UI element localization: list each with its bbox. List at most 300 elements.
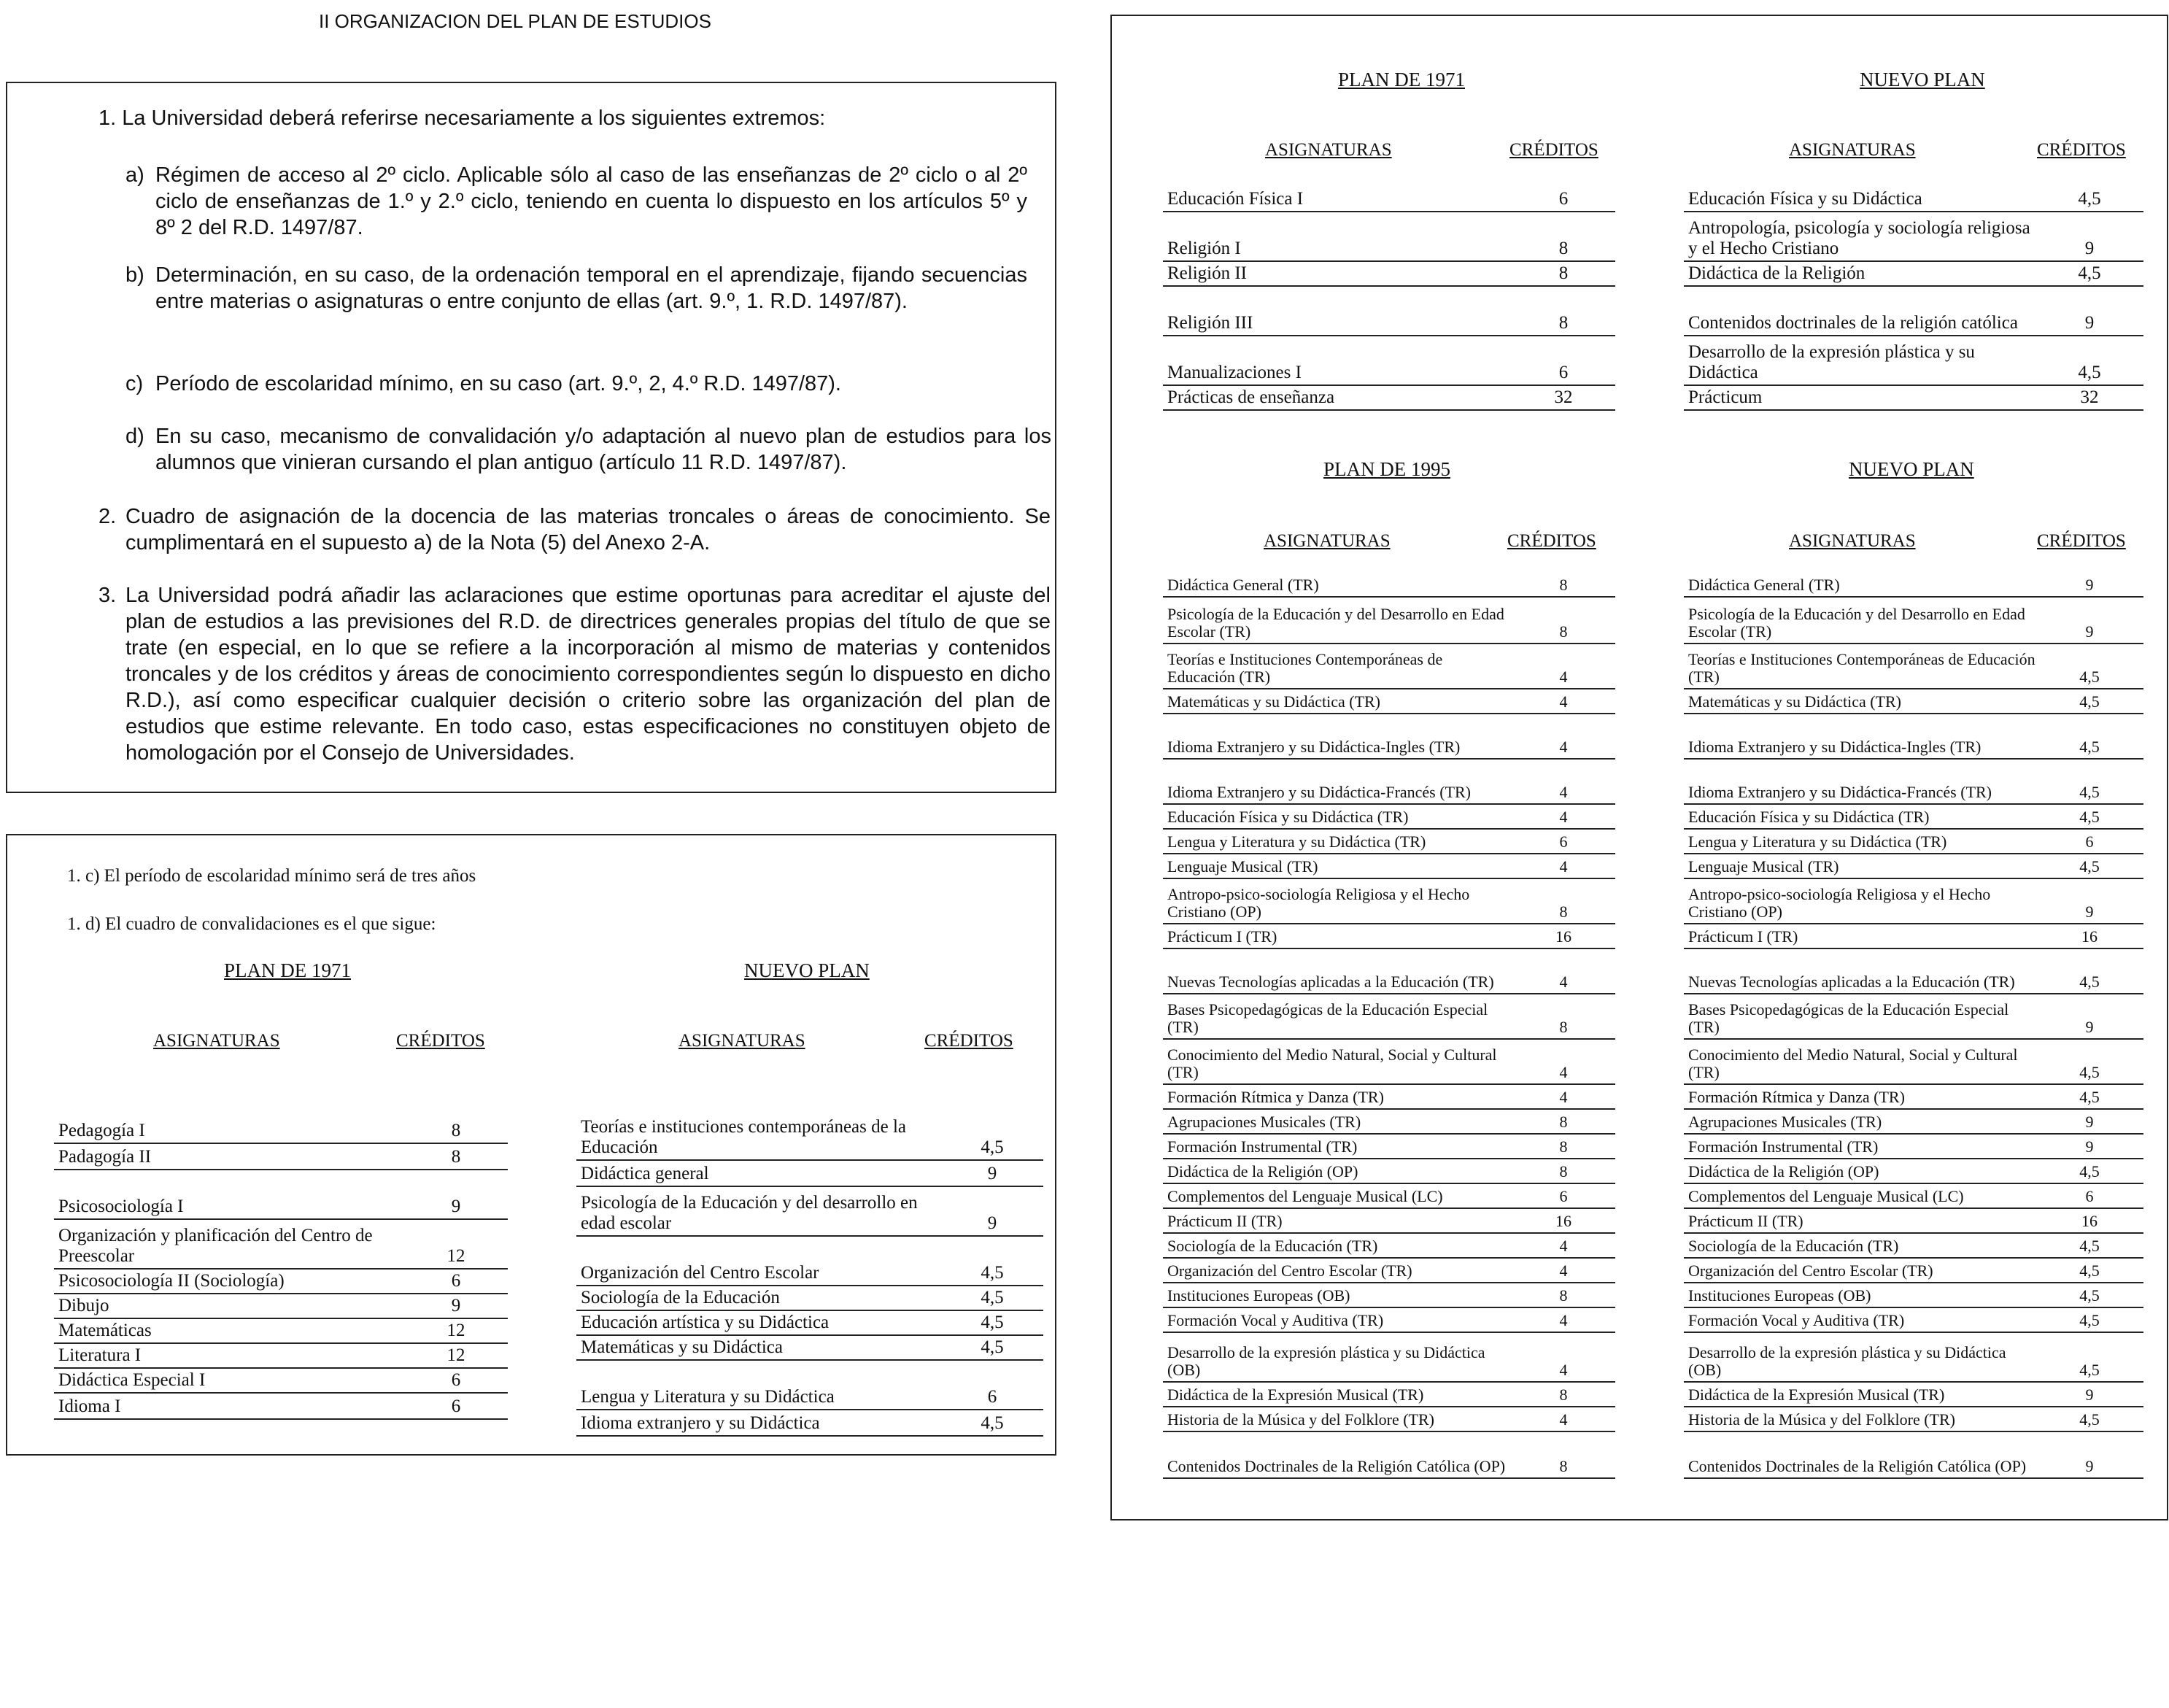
subject-name: Educación Física y su Didáctica (TR) bbox=[1684, 804, 2035, 829]
plan-1971-heading: PLAN DE 1971 bbox=[224, 959, 351, 981]
subject-credits: 4,5 bbox=[2035, 1332, 2143, 1382]
creditos-header: CRÉDITOS bbox=[2037, 531, 2126, 551]
subject-credits: 4,5 bbox=[2035, 1283, 2143, 1307]
table-row bbox=[1684, 1382, 2143, 1407]
table-row bbox=[1684, 572, 2143, 597]
subject-name: Matemáticas y su Didáctica bbox=[576, 1335, 941, 1360]
table-row bbox=[1163, 182, 1615, 212]
table-row bbox=[1163, 689, 1615, 714]
table-row bbox=[1684, 182, 2143, 212]
creditos-header: CRÉDITOS bbox=[1509, 140, 1598, 160]
plan-1995-heading: PLAN DE 1995 bbox=[1323, 458, 1450, 480]
table-row bbox=[1684, 1307, 2143, 1332]
table-row bbox=[1684, 212, 2143, 261]
table-row bbox=[1684, 689, 2143, 714]
subject-credits: 8 bbox=[1512, 572, 1615, 597]
subject-name: Agrupaciones Musicales (TR) bbox=[1684, 1109, 2035, 1134]
subject-name: Organización del Centro Escolar (TR) bbox=[1163, 1258, 1512, 1283]
table-row bbox=[1684, 644, 2143, 689]
response-box bbox=[6, 834, 1056, 1456]
table-row bbox=[1163, 804, 1615, 829]
subject-name: Educación Física y su Didáctica bbox=[1684, 182, 2035, 212]
subject-credits: 6 bbox=[2035, 1183, 2143, 1208]
subject-credits: 32 bbox=[2035, 385, 2143, 410]
table-row bbox=[54, 1219, 508, 1269]
subject-credits: 4,5 bbox=[2035, 1159, 2143, 1183]
table-row bbox=[54, 1294, 508, 1318]
subject-credits: 6 bbox=[1512, 829, 1615, 854]
table-row bbox=[54, 1143, 508, 1170]
requirement-b-text: Determinación, en su caso, de la ordenación temporal en el aprendizaje, fijando secuencias entre materias o asignaturas o entre conjunto de ellas (art. 9.º, 1. R.D. 1497/87). bbox=[155, 263, 1027, 313]
nuevo-plan-table bbox=[1684, 182, 2143, 411]
subject-name: Contenidos doctrinales de la religión católica bbox=[1684, 286, 2035, 336]
right-box bbox=[1110, 15, 2168, 1520]
subject-credits: 16 bbox=[1512, 1208, 1615, 1233]
table-row bbox=[1684, 1084, 2143, 1109]
subject-credits: 4,5 bbox=[2035, 689, 2143, 714]
table-row bbox=[1163, 994, 1615, 1039]
subject-credits bbox=[941, 1073, 1043, 1117]
table-row bbox=[1684, 854, 2143, 878]
subject-credits: 8 bbox=[1512, 878, 1615, 924]
table-row bbox=[1684, 829, 2143, 854]
subject-credits: 4 bbox=[1512, 804, 1615, 829]
subject-credits: 9 bbox=[2035, 1134, 2143, 1159]
subject-credits: 9 bbox=[941, 1160, 1043, 1186]
subject-name: Antropo-psico-sociología Religiosa y el Hecho Cristiano (OP) bbox=[1684, 878, 2035, 924]
subject-name bbox=[576, 1360, 941, 1385]
table-row bbox=[1163, 336, 1615, 385]
subject-name: Lengua y Literatura y su Didáctica bbox=[576, 1385, 941, 1410]
subject-name: Sociología de la Educación (TR) bbox=[1684, 1233, 2035, 1258]
subject-credits: 4 bbox=[1512, 1039, 1615, 1084]
subject-name: Conocimiento del Medio Natural, Social y Cultural (TR) bbox=[1163, 1039, 1512, 1084]
subject-name: Agrupaciones Musicales (TR) bbox=[1163, 1109, 1512, 1134]
table-row bbox=[1684, 1183, 2143, 1208]
subject-credits: 4 bbox=[1512, 644, 1615, 689]
table-row bbox=[1684, 1431, 2143, 1478]
table-row bbox=[576, 1335, 1043, 1360]
table-row bbox=[1684, 336, 2143, 385]
table-row bbox=[1684, 994, 2143, 1039]
table-row bbox=[1163, 1233, 1615, 1258]
table-row bbox=[1163, 759, 1615, 804]
subject-name: Desarrollo de la expresión plástica y su Didáctica (OB) bbox=[1684, 1332, 2035, 1382]
table-row bbox=[54, 1343, 508, 1368]
table-row bbox=[1163, 924, 1615, 948]
table-row bbox=[54, 1170, 508, 1219]
table-row bbox=[1163, 829, 1615, 854]
requirement-c-text: Período de escolaridad mínimo, en su caso (art. 9.º, 2, 4.º R.D. 1497/87). bbox=[155, 372, 841, 395]
table-row bbox=[1163, 1183, 1615, 1208]
subject-credits: 8 bbox=[404, 1143, 508, 1170]
table-row bbox=[1163, 212, 1615, 261]
subject-name: Conocimiento del Medio Natural, Social y Cultural (TR) bbox=[1684, 1039, 2035, 1084]
subject-name: Antropo-psico-sociología Religiosa y el Hecho Cristiano (OP) bbox=[1163, 878, 1512, 924]
subject-credits: 9 bbox=[941, 1186, 1043, 1236]
subject-credits: 4,5 bbox=[2035, 1258, 2143, 1283]
table-row bbox=[1163, 572, 1615, 597]
subject-credits: 9 bbox=[2035, 286, 2143, 336]
subject-name: Psicosociología I bbox=[54, 1170, 404, 1219]
requirement-3-text: La Universidad podrá añadir las aclaraciones que estime oportunas para acreditar el ajuste del plan de estudios a las previsiones del R.D. de directrices generales propias del título de que se trate (en especial, en lo que se refiere a la incorporación al mismo de materias y contenidos troncales y de los créditos y áreas de conocimiento correspondientes según lo dispuesto en dicho R.D.), así como especificar cualquier decisión o criterio sobre las organización del plan de estudios que estime relevante. En todo caso, estas especificaciones no constituyen objeto de homologación por el Consejo de Universidades. bbox=[125, 584, 1051, 765]
subject-name: Dibujo bbox=[54, 1294, 404, 1318]
subject-credits: 4,5 bbox=[2035, 1084, 2143, 1109]
table-row bbox=[1163, 714, 1615, 759]
subject-name: Educación artística y su Didáctica bbox=[576, 1310, 941, 1335]
subject-name: Organización del Centro Escolar (TR) bbox=[1684, 1258, 2035, 1283]
requirement-a-label: a) bbox=[125, 163, 144, 187]
table-row bbox=[576, 1073, 1043, 1117]
subject-name: Religión III bbox=[1163, 286, 1512, 336]
nuevo-plan-heading: NUEVO PLAN bbox=[1849, 458, 1974, 480]
table-row bbox=[54, 1368, 508, 1393]
subject-name: Didáctica de la Religión (OP) bbox=[1684, 1159, 2035, 1183]
table-row bbox=[576, 1186, 1043, 1236]
subject-name: Contenidos Doctrinales de la Religión Católica (OP) bbox=[1684, 1431, 2035, 1478]
subject-name: Instituciones Europeas (OB) bbox=[1684, 1283, 2035, 1307]
table-row bbox=[1163, 854, 1615, 878]
nuevo-plan-table bbox=[576, 1073, 1043, 1437]
subject-credits: 4,5 bbox=[2035, 644, 2143, 689]
table-row bbox=[1684, 597, 2143, 644]
subject-credits: 4 bbox=[1512, 1258, 1615, 1283]
plan-1971-table bbox=[1163, 182, 1615, 411]
subject-name: Lengua y Literatura y su Didáctica (TR) bbox=[1163, 829, 1512, 854]
subject-name: Teorías e instituciones contemporáneas de la Educación bbox=[576, 1117, 941, 1160]
subject-name: Historia de la Música y del Folklore (TR) bbox=[1163, 1407, 1512, 1431]
table-row bbox=[1684, 385, 2143, 410]
table-row bbox=[1684, 261, 2143, 286]
subject-name: Didáctica de la Religión (OP) bbox=[1163, 1159, 1512, 1183]
subject-credits: 4,5 bbox=[941, 1335, 1043, 1360]
subject-name: Psicología de la Educación y del Desarrollo en Edad Escolar (TR) bbox=[1684, 597, 2035, 644]
table-row bbox=[1163, 1332, 1615, 1382]
subject-credits: 9 bbox=[2035, 572, 2143, 597]
subject-credits: 4,5 bbox=[941, 1286, 1043, 1310]
subject-credits: 4,5 bbox=[2035, 714, 2143, 759]
requirement-d-label: d) bbox=[125, 425, 144, 448]
subject-name: Educación Física I bbox=[1163, 182, 1512, 212]
subject-name: Religión II bbox=[1163, 261, 1512, 286]
subject-credits: 4 bbox=[1512, 1233, 1615, 1258]
requirements-box bbox=[6, 82, 1056, 793]
subject-credits: 9 bbox=[2035, 597, 2143, 644]
requirement-2-text: Cuadro de asignación de la docencia de las materias troncales o áreas de conocimiento. Se cumplimentará en el supuesto a) de la Nota (5) del Anexo 2-A. bbox=[125, 505, 1051, 554]
subject-credits: 6 bbox=[404, 1393, 508, 1419]
subject-credits: 4,5 bbox=[941, 1236, 1043, 1286]
subject-credits: 4 bbox=[1512, 1084, 1615, 1109]
table-row bbox=[1684, 1258, 2143, 1283]
subject-credits: 6 bbox=[1512, 182, 1615, 212]
subject-name: Formación Instrumental (TR) bbox=[1163, 1134, 1512, 1159]
table-row bbox=[1163, 1382, 1615, 1407]
table-row bbox=[1684, 924, 2143, 948]
subject-credits: 6 bbox=[404, 1368, 508, 1393]
subject-credits: 8 bbox=[1512, 1109, 1615, 1134]
subject-credits: 8 bbox=[404, 1117, 508, 1143]
subject-name: Prácticum II (TR) bbox=[1163, 1208, 1512, 1233]
table-row bbox=[1684, 1208, 2143, 1233]
subject-credits: 6 bbox=[941, 1385, 1043, 1410]
subject-name: Didáctica Especial I bbox=[54, 1368, 404, 1393]
subject-credits: 9 bbox=[2035, 1431, 2143, 1478]
table-row bbox=[576, 1310, 1043, 1335]
subject-credits: 4,5 bbox=[2035, 1233, 2143, 1258]
subject-name: Idioma Extranjero y su Didáctica-Ingles (TR) bbox=[1163, 714, 1512, 759]
subject-name: Matemáticas y su Didáctica (TR) bbox=[1684, 689, 2035, 714]
table-row bbox=[1163, 1208, 1615, 1233]
subject-credits: 6 bbox=[2035, 829, 2143, 854]
subject-credits: 8 bbox=[1512, 1283, 1615, 1307]
table-row bbox=[1163, 286, 1615, 336]
subject-name: Formación Instrumental (TR) bbox=[1684, 1134, 2035, 1159]
subject-credits: 9 bbox=[404, 1170, 508, 1219]
subject-credits: 4 bbox=[1512, 714, 1615, 759]
subject-credits: 9 bbox=[404, 1294, 508, 1318]
note-convalidation-table: 1. d) El cuadro de convalidaciones es el que sigue: bbox=[67, 914, 436, 934]
table-row bbox=[54, 1393, 508, 1419]
subject-credits: 4,5 bbox=[941, 1310, 1043, 1335]
subject-credits: 4 bbox=[1512, 689, 1615, 714]
asignaturas-header: ASIGNATURAS bbox=[1789, 140, 1916, 160]
page-title: II ORGANIZACION DEL PLAN DE ESTUDIOS bbox=[319, 10, 711, 32]
requirement-d-text: En su caso, mecanismo de convalidación y/o adaptación al nuevo plan de estudios para los alumnos que vinieran cursando el plan antiguo (artículo 11 R.D. 1497/87). bbox=[155, 425, 1051, 474]
subject-credits: 9 bbox=[2035, 1382, 2143, 1407]
table-row bbox=[1684, 1109, 2143, 1134]
subject-name: Didáctica de la Expresión Musical (TR) bbox=[1163, 1382, 1512, 1407]
subject-name: Pedagogía I bbox=[54, 1117, 404, 1143]
table-row bbox=[1163, 1039, 1615, 1084]
subject-name: Didáctica General (TR) bbox=[1684, 572, 2035, 597]
subject-name: Literatura I bbox=[54, 1343, 404, 1368]
subject-credits: 8 bbox=[1512, 212, 1615, 261]
table-row bbox=[1163, 1109, 1615, 1134]
table-row bbox=[576, 1410, 1043, 1436]
subject-credits: 8 bbox=[1512, 1159, 1615, 1183]
subject-credits: 8 bbox=[1512, 994, 1615, 1039]
subject-name: Prácticum I (TR) bbox=[1163, 924, 1512, 948]
table-row bbox=[1163, 1307, 1615, 1332]
plan-1995-table bbox=[1163, 572, 1615, 1479]
subject-credits: 4,5 bbox=[2035, 182, 2143, 212]
subject-credits: 4,5 bbox=[941, 1410, 1043, 1436]
subject-name: Didáctica general bbox=[576, 1160, 941, 1186]
subject-name: Psicología de la Educación y del desarrollo en edad escolar bbox=[576, 1186, 941, 1236]
subject-credits: 8 bbox=[1512, 1134, 1615, 1159]
table-row bbox=[1163, 261, 1615, 286]
table-row bbox=[576, 1236, 1043, 1286]
subject-credits: 4 bbox=[1512, 948, 1615, 994]
subject-name: Manualizaciones I bbox=[1163, 336, 1512, 385]
subject-name: Contenidos Doctrinales de la Religión Católica (OP) bbox=[1163, 1431, 1512, 1478]
table-row bbox=[1163, 1084, 1615, 1109]
subject-name: Idioma Extranjero y su Didáctica-Francés (TR) bbox=[1163, 759, 1512, 804]
table-row bbox=[576, 1360, 1043, 1385]
table-row bbox=[1163, 948, 1615, 994]
subject-credits: 8 bbox=[1512, 261, 1615, 286]
nuevo-plan-heading: NUEVO PLAN bbox=[744, 959, 870, 981]
subject-name: Antropología, psicología y sociología religiosa y el Hecho Cristiano bbox=[1684, 212, 2035, 261]
subject-credits: 9 bbox=[2035, 1109, 2143, 1134]
subject-credits: 4,5 bbox=[2035, 759, 2143, 804]
subject-credits: 16 bbox=[1512, 924, 1615, 948]
subject-name: Idioma Extranjero y su Didáctica-Francés (TR) bbox=[1684, 759, 2035, 804]
requirement-item-1: 1. La Universidad deberá referirse necesariamente a los siguientes extremos: bbox=[98, 107, 826, 130]
table-row bbox=[1163, 597, 1615, 644]
subject-credits: 4 bbox=[1512, 854, 1615, 878]
asignaturas-header: ASIGNATURAS bbox=[153, 1031, 280, 1051]
subject-name: Didáctica de la Expresión Musical (TR) bbox=[1684, 1382, 2035, 1407]
subject-name: Organización del Centro Escolar bbox=[576, 1236, 941, 1286]
plan-1971-table bbox=[54, 1073, 508, 1420]
table-row bbox=[1163, 1159, 1615, 1183]
subject-name: Didáctica de la Religión bbox=[1684, 261, 2035, 286]
table-row bbox=[1684, 804, 2143, 829]
subject-name: Nuevas Tecnologías aplicadas a la Educación (TR) bbox=[1163, 948, 1512, 994]
subject-credits: 6 bbox=[1512, 336, 1615, 385]
subject-credits: 4,5 bbox=[2035, 1039, 2143, 1084]
subject-credits: 4,5 bbox=[2035, 336, 2143, 385]
subject-credits: 4,5 bbox=[2035, 948, 2143, 994]
table-row bbox=[576, 1385, 1043, 1410]
subject-name: Idioma extranjero y su Didáctica bbox=[576, 1410, 941, 1436]
table-row bbox=[1684, 1332, 2143, 1382]
table-row bbox=[1684, 286, 2143, 336]
table-row bbox=[576, 1117, 1043, 1160]
requirement-a-text: Régimen de acceso al 2º ciclo. Aplicable sólo al caso de las enseñanzas de 2º ciclo o al 2º ciclo de enseñanzas de 1.º y 2.º ciclo, teniendo en cuenta lo dispuesto en los artículos 5º y 8º 2 del R.D. 1497/87. bbox=[155, 163, 1027, 239]
subject-credits: 16 bbox=[2035, 1208, 2143, 1233]
table-row bbox=[1684, 1283, 2143, 1307]
subject-credits bbox=[941, 1360, 1043, 1385]
subject-name: Complementos del Lenguaje Musical (LC) bbox=[1163, 1183, 1512, 1208]
table-row bbox=[54, 1269, 508, 1294]
creditos-header: CRÉDITOS bbox=[2037, 140, 2126, 160]
table-row bbox=[1163, 878, 1615, 924]
nuevo-plan-heading: NUEVO PLAN bbox=[1860, 69, 1985, 90]
subject-credits: 4,5 bbox=[2035, 1307, 2143, 1332]
subject-name: Desarrollo de la expresión plástica y su Didáctica bbox=[1684, 336, 2035, 385]
subject-name: Nuevas Tecnologías aplicadas a la Educación (TR) bbox=[1684, 948, 2035, 994]
subject-name: Matemáticas y su Didáctica (TR) bbox=[1163, 689, 1512, 714]
subject-name: Complementos del Lenguaje Musical (LC) bbox=[1684, 1183, 2035, 1208]
subject-credits: 16 bbox=[2035, 924, 2143, 948]
table-row bbox=[1163, 1258, 1615, 1283]
table-row bbox=[1163, 1431, 1615, 1478]
subject-name: Formación Vocal y Auditiva (TR) bbox=[1163, 1307, 1512, 1332]
subject-name bbox=[576, 1073, 941, 1117]
creditos-header: CRÉDITOS bbox=[1507, 531, 1596, 551]
asignaturas-header: ASIGNATURAS bbox=[678, 1031, 805, 1051]
table-row bbox=[1684, 948, 2143, 994]
table-row bbox=[54, 1117, 508, 1143]
subject-credits: 4,5 bbox=[2035, 1407, 2143, 1431]
table-row bbox=[1684, 878, 2143, 924]
note-minimum-period: 1. c) El período de escolaridad mínimo será de tres años bbox=[67, 866, 476, 886]
subject-name: Prácticas de enseñanza bbox=[1163, 385, 1512, 410]
table-row bbox=[1163, 1134, 1615, 1159]
subject-name: Formación Rítmica y Danza (TR) bbox=[1684, 1084, 2035, 1109]
subject-name: Bases Psicopedagógicas de la Educación Especial (TR) bbox=[1163, 994, 1512, 1039]
subject-name: Formación Vocal y Auditiva (TR) bbox=[1684, 1307, 2035, 1332]
creditos-header: CRÉDITOS bbox=[924, 1031, 1013, 1051]
table-row bbox=[1684, 1159, 2143, 1183]
table-row bbox=[54, 1073, 508, 1117]
subject-name: Organización y planificación del Centro de Preescolar bbox=[54, 1219, 404, 1269]
requirement-3-label: 3. bbox=[98, 584, 117, 607]
subject-credits: 6 bbox=[404, 1269, 508, 1294]
subject-name: Sociología de la Educación (TR) bbox=[1163, 1233, 1512, 1258]
subject-credits: 4 bbox=[1512, 1332, 1615, 1382]
subject-credits: 8 bbox=[1512, 1431, 1615, 1478]
nuevo-plan-1995-table bbox=[1684, 572, 2143, 1479]
subject-name: Idioma Extranjero y su Didáctica-Ingles (TR) bbox=[1684, 714, 2035, 759]
asignaturas-header: ASIGNATURAS bbox=[1789, 531, 1916, 551]
subject-name: Sociología de la Educación bbox=[576, 1286, 941, 1310]
subject-name: Idioma I bbox=[54, 1393, 404, 1419]
subject-credits: 4 bbox=[1512, 1407, 1615, 1431]
table-row bbox=[1684, 1233, 2143, 1258]
subject-credits: 4,5 bbox=[2035, 804, 2143, 829]
subject-credits: 9 bbox=[2035, 878, 2143, 924]
subject-name: Bases Psicopedagógicas de la Educación Especial (TR) bbox=[1684, 994, 2035, 1039]
subject-name: Prácticum bbox=[1684, 385, 2035, 410]
subject-credits: 12 bbox=[404, 1318, 508, 1343]
subject-name: Historia de la Música y del Folklore (TR) bbox=[1684, 1407, 2035, 1431]
plan-1971-heading: PLAN DE 1971 bbox=[1338, 69, 1465, 90]
subject-name: Prácticum I (TR) bbox=[1684, 924, 2035, 948]
creditos-header: CRÉDITOS bbox=[396, 1031, 485, 1051]
subject-name bbox=[54, 1073, 404, 1117]
table-row bbox=[54, 1318, 508, 1343]
subject-name: Teorías e Instituciones Contemporáneas de Educación (TR) bbox=[1163, 644, 1512, 689]
subject-credits: 4,5 bbox=[2035, 261, 2143, 286]
subject-credits: 4,5 bbox=[941, 1117, 1043, 1160]
subject-name: Instituciones Europeas (OB) bbox=[1163, 1283, 1512, 1307]
table-row bbox=[1684, 759, 2143, 804]
subject-credits: 8 bbox=[1512, 1382, 1615, 1407]
subject-credits: 9 bbox=[2035, 212, 2143, 261]
asignaturas-header: ASIGNATURAS bbox=[1265, 140, 1392, 160]
table-row bbox=[1163, 1283, 1615, 1307]
subject-name: Desarrollo de la expresión plástica y su Didáctica (OB) bbox=[1163, 1332, 1512, 1382]
subject-credits: 8 bbox=[1512, 597, 1615, 644]
requirement-c-label: c) bbox=[125, 372, 144, 395]
subject-credits: 32 bbox=[1512, 385, 1615, 410]
subject-name: Padagogía II bbox=[54, 1143, 404, 1170]
subject-credits bbox=[404, 1073, 508, 1117]
subject-name: Psicosociología II (Sociología) bbox=[54, 1269, 404, 1294]
subject-name: Teorías e Instituciones Contemporáneas de Educación (TR) bbox=[1684, 644, 2035, 689]
subject-name: Psicología de la Educación y del Desarrollo en Edad Escolar (TR) bbox=[1163, 597, 1512, 644]
subject-name: Matemáticas bbox=[54, 1318, 404, 1343]
table-row bbox=[1684, 1134, 2143, 1159]
subject-credits: 4 bbox=[1512, 759, 1615, 804]
subject-credits: 4,5 bbox=[2035, 854, 2143, 878]
subject-credits: 9 bbox=[2035, 994, 2143, 1039]
subject-name: Lenguaje Musical (TR) bbox=[1163, 854, 1512, 878]
table-row bbox=[1163, 1407, 1615, 1431]
subject-credits: 8 bbox=[1512, 286, 1615, 336]
subject-credits: 12 bbox=[404, 1219, 508, 1269]
table-row bbox=[1684, 714, 2143, 759]
subject-credits: 4 bbox=[1512, 1307, 1615, 1332]
subject-credits: 6 bbox=[1512, 1183, 1615, 1208]
table-row bbox=[1684, 1407, 2143, 1431]
asignaturas-header: ASIGNATURAS bbox=[1264, 531, 1391, 551]
requirement-b-label: b) bbox=[125, 263, 144, 287]
subject-name: Educación Física y su Didáctica (TR) bbox=[1163, 804, 1512, 829]
